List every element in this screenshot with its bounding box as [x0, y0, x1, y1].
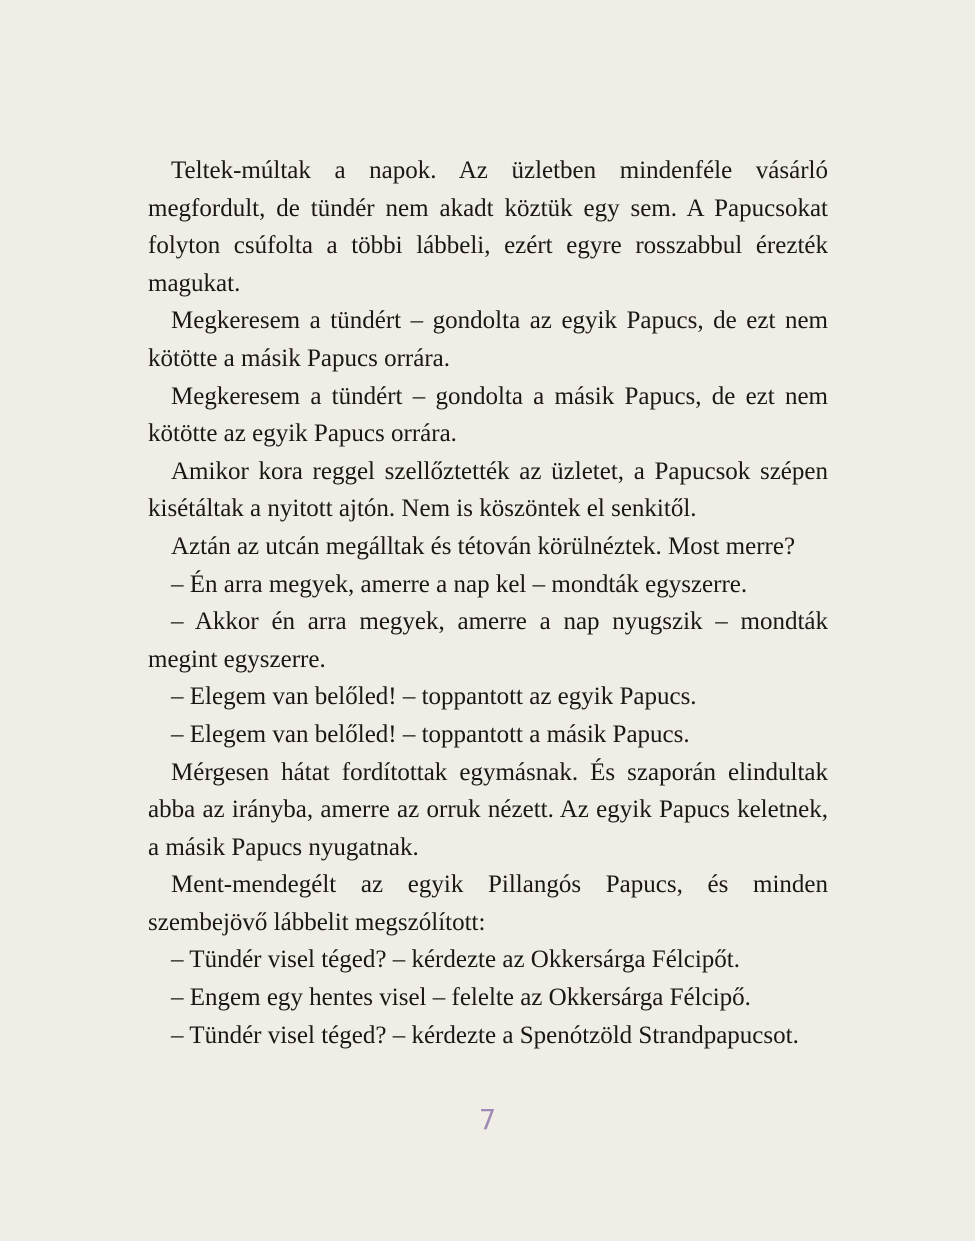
- paragraph-13: – Engem egy hentes visel – felelte az Okkersárga Félcipő.: [171, 984, 751, 1012]
- paragraph-5: Aztán az utcán megálltak és tétován körülnéztek. Most merre?: [171, 532, 796, 560]
- paragraph-1: Teltek-múltak a napok. Az üzletben mindenféle vásárló megfordult, de tündér nem akadt köztük egy sem. A Papucsokat folyton csúfolta a többi lábbeli, ezért egyre rosszabbul érezték magukat.: [148, 157, 828, 297]
- paragraph-14: – Tündér visel téged? – kérdezte a Spenótzöld Strandpapucsot.: [171, 1021, 799, 1049]
- page-body-text: [148, 152, 828, 1054]
- paragraph-3: Megkeresem a tündért – gondolta a másik Papucs, de ezt nem kötötte az egyik Papucs orrára.: [148, 382, 828, 448]
- paragraph-9: – Elegem van belőled! – toppantott a másik Papucs.: [171, 720, 690, 748]
- paragraph-7: – Akkor én arra megyek, amerre a nap nyugszik – mondták megint egyszerre.: [148, 608, 828, 673]
- paragraph-4: Amikor kora reggel szellőztették az üzletet, a Papucsok szépen kisétáltak a nyitott ajtón. Nem is köszöntek el senkitől.: [148, 457, 828, 523]
- page-number: 7: [479, 1103, 496, 1136]
- paragraph-6: – Én arra megyek, amerre a nap kel – mondták egyszerre.: [171, 570, 748, 598]
- paragraph-11: Ment-mendegélt az egyik Pillangós Papucs, és minden szembejövő lábbelit megszólított:: [148, 871, 828, 936]
- paragraph-2: Megkeresem a tündért – gondolta az egyik Papucs, de ezt nem kötötte a másik Papucs orrára.: [148, 307, 828, 372]
- paragraph-12: – Tündér visel téged? – kérdezte az Okkersárga Félcipőt.: [171, 946, 740, 974]
- paragraph-10: Mérgesen hátat fordítottak egymásnak. És szaporán elindultak abba az irányba, amerre az orruk nézett. Az egyik Papucs keletnek, a másik Papucs nyugatnak.: [148, 758, 828, 861]
- paragraph-8: – Elegem van belőled! – toppantott az egyik Papucs.: [171, 683, 697, 711]
